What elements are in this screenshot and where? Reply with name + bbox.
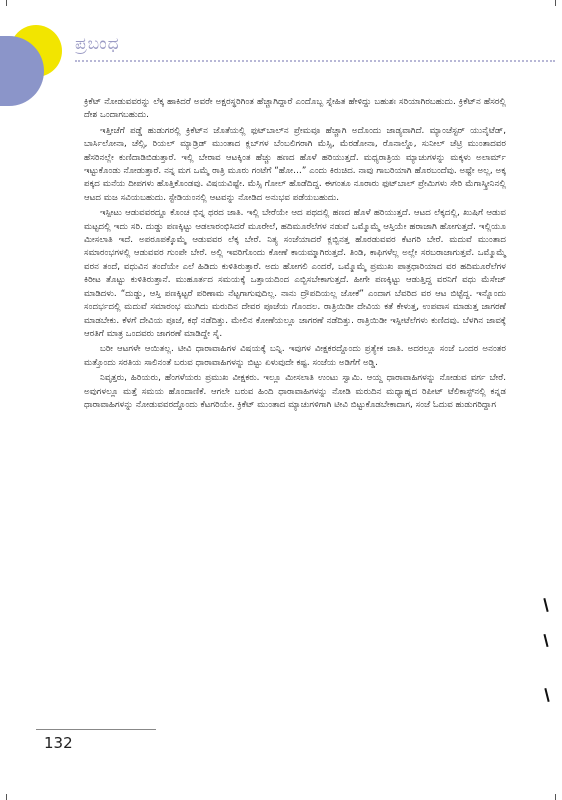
margin-mark: [543, 598, 548, 612]
title-dotted-rule: [75, 60, 555, 62]
margin-mark: [543, 634, 548, 647]
crop-mark: [555, 794, 556, 800]
section-title: ಪ್ರಬಂಧ: [75, 34, 120, 54]
crop-mark: [555, 0, 556, 6]
footer-rule: [36, 729, 156, 730]
paragraph: ನಿವೃತ್ತರು, ಹಿರಿಯರು, ಹೆಂಗಳೆಯರು ಪ್ರಮುಖ ವೀಕ್ಷಕರು. ಇಲ್ಲೂ ಮೀಸಲಾತಿ ಉಂಟು ಸ್ವಾಮಿ. ಆಯ್ದ ಧಾರಾವಾಹಿಗಳನ್ನು ನೋಡುವ ವರ್ಗ ಬೇರೆ. ಅವುಗಳಲ್ಲೂ ಮತ್ತೆ ಸಮಯ ಹೊಂದಾಣಿಕೆ. ಆಗಲೇ ಬರುವ ಹಿಂದಿ ಧಾರಾವಾಹಿಗಳನ್ನು ನೋಡಿ ಮರುದಿನ ಮಧ್ಯಾಹ್ನದ ರಿಪೀಟ್ ಟೆಲಿಕಾಸ್ಟ್‌ನಲ್ಲಿ ಕನ್ನಡ ಧಾರಾವಾಹಿಗಳನ್ನು ನೋಡುವವರದ್ದೊಂದು ಕೆಟಗರಿಯೇ. ಕ್ರಿಕೆಟ್ ಮುಂತಾದ ಮ್ಯಾಚುಗಳಿಗಾಗಿ ಟೀವಿ ಬಿಟ್ಟುಕೊಡಬೇಕಾದಾಗ, ಸಂಜೆ ಓದುವ ಹುಡುಗರಿದ್ದಾಗ: [84, 373, 506, 410]
paragraph: ಕ್ರಿಕೆಟ್ ನೋಡುವವರನ್ನು ಲೆಕ್ಕ ಹಾಕಿದರೆ ಅವರೇ ಅಕ್ಷರಸ್ಥರಿಗಿಂತ ಹೆಚ್ಚಾಗಿದ್ದಾರೆ ಎಂದೊಬ್ಬ ಸ್ನೇಹಿತ ಹೇಳಿದ್ದು ಬಹುಶಃ ಸರಿಯಾಗಿರಬಹುದು. ಕ್ರಿಕೆಟ್‌ನ ಹೆಸರಲ್ಲಿ ದೇಶ ಒಂದಾಗಬಹುದು.: [84, 97, 506, 121]
crop-mark: [6, 0, 7, 6]
margin-mark: [544, 688, 549, 702]
paragraph: ಇತ್ತೀಚೆಗೆ ಪಡ್ಡೆ ಹುಡುಗರಲ್ಲಿ ಕ್ರಿಕೆಟ್‌ನ ಜೊತೆಯಲ್ಲಿ ಫುಟ್‌ಬಾಲ್‌ನ ಪ್ರೇಮವೂ ಹೆಚ್ಚಾಗಿ ಅದೊಂದು ಜಾಡ್ಯವಾಗಿದೆ. ಮ್ಯಾಂಚೆಸ್ಟರ್ ಯುನೈಟೆಡ್, ಬಾರ್ಸಿಲೋನಾ, ಚೆಲ್ಸಿ, ರಿಯಲ್ ಮ್ಯಾಡ್ರಿಡ್ ಮುಂತಾದ ಕ್ಲಬ್‌ಗಳ ಬೆಂಬಲಿಗರಾಗಿ ಮೆಸ್ಸಿ, ಮೆರಡೋನಾ, ರೊನಾಲ್ಡೊ, ಸುನೀಲ್ ಚೆಟ್ರಿ ಮುಂತಾದವರ ಹೆಸರಿನಲ್ಲೇ ಕುಣಿದಾಡಿಬಿಡುತ್ತಾರೆ. ಇಲ್ಲಿ ಬೇರಾವ ಆಟಕ್ಕಿಂತ ಹೆಚ್ಚು ಹಣದ ಹೊಳೆ ಹರಿಯುತ್ತದೆ. ಮಧ್ಯರಾತ್ರಿಯ ಮ್ಯಾಚುಗಳನ್ನು ಮಕ್ಕಳು ಅಲಾರ್ಮ್ ಇಟ್ಟುಕೊಂಡು ನೋಡುತ್ತಾರೆ. ನನ್ನ ಮಗ ಒಮ್ಮೆ ರಾತ್ರಿ ಮೂರು ಗಂಟೆಗೆ “ಹೋ…” ಎಂದು ಕಿರುಚಿದ. ನಾವು ಗಾಬರಿಯಾಗಿ ಹೊರಬಂದೆವು. ಅಷ್ಟೇ ಅಲ್ಲ, ಅಕ್ಕ ಪಕ್ಕದ ಮನೆಯ ದೀಪಗಳು ಹೊತ್ತಿಕೊಂಡವು. ವಿಷಯವಿಷ್ಟೇ. ಮೆಸ್ಸಿ ಗೋಲ್ ಹೊಡೆದಿದ್ದ. ಈಗಂತೂ ನೂರಾರು ಫುಟ್‌ಬಾಲ್ ಪ್ರೇಮಿಗಳು ಸೇರಿ ಮೆಗಾಸ್ಕ್ರೀನಿನಲ್ಲಿ ಆಟದ ಮಜ ಸವಿಯಬಹುದು. ಸ್ಟೇಡಿಯಂನಲ್ಲಿ ಆಟವನ್ನು ನೋಡಿದ ಅನುಭವ ಪಡೆಯಬಹುದು.: [84, 125, 506, 203]
crop-mark: [6, 794, 7, 800]
page-number: 132: [44, 734, 73, 752]
article-body: [84, 96, 506, 414]
paragraph: ಬರೀ ಆಟಗಳೇ ಆಯಿತಲ್ಲ. ಟೀವಿ ಧಾರಾವಾಹಿಗಳ ವಿಷಯಕ್ಕೆ ಬನ್ನಿ. ಇವುಗಳ ವೀಕ್ಷಕರದ್ದೊಂದು ಪ್ರತ್ಯೇಕ ಜಾತಿ. ಅದರಲ್ಲೂ ಸಂಜೆ ಒಂದರ ಅನಂತರ ಮತ್ತೊಂದು ಸರತಿಯ ಸಾಲಿನಂತೆ ಬರುವ ಧಾರಾವಾಹಿಗಳನ್ನು ಬಿಟ್ಟು ಏಳುವುದೇ ಕಷ್ಟ. ಸಂಜೆಯ ಅಡಿಗೆಗೆ ಅಡ್ಡಿ.: [84, 344, 506, 368]
paragraph: ಇಸ್ಪೀಟು ಆಡುವವರದ್ದೂ ಕೊಂಚ ಭಿನ್ನ ಥರದ ಜಾತಿ. ಇಲ್ಲಿ ಬೇರೆಯೇ ಆದ ಪಥದಲ್ಲಿ ಹಣದ ಹೊಳೆ ಹರಿಯುತ್ತದೆ. ಆಟದ ಲೆಕ್ಕದಲ್ಲಿ, ಖುಷಿಗೆ ಆಡುವ ಮಟ್ಟದಲ್ಲಿ ಇದು ಸರಿ. ದುಡ್ಡು ಪಣಕ್ಕಿಟ್ಟು ಆಡಲಾರಂಭಿಸಿದರೆ ಮೂರೇಲೆ, ಹದಿಮೂರೆಲೆಗಳ ನಡುವೆ ಒಮ್ಮೊಮ್ಮೆ ಆಸ್ತಿಯೇ ಹರಾಜಾಗಿ ಹೋಗುತ್ತದೆ. ಇಲ್ಲಿಯೂ ಮೀಸಲಾತಿ ಇದೆ. ಅಪರೂಪಕ್ಕೊಮ್ಮೆ ಆಡುವವರ ಲೆಕ್ಕ ಬೇರೆ. ನಿತ್ಯ ಸಂಜೆಯಾದರೆ ಕ್ಲಬ್ಬಿನತ್ತ ಹೊರಡುವವರ ಕೆಟಗರಿ ಬೇರೆ. ಮದುವೆ ಮುಂತಾದ ಸಮಾರಂಭಗಳಲ್ಲಿ ಆಡುವವರ ಗುಂಪೇ ಬೇರೆ. ಅಲ್ಲಿ ಇವರಿಗೊಂದು ಕೋಣೆ ಕಾಯಮ್ಮಾಗಿರುತ್ತದೆ. ತಿಂಡಿ, ಕಾಫಿಗಳೆಲ್ಲ ಅಲ್ಲೇ ಸರಬರಾಜಾಗುತ್ತವೆ. ಒಮ್ಮೊಮ್ಮೆ ವರನ ತಂದೆ, ವಧುವಿನ ತಂದೆಯೇ ಎಲೆ ಹಿಡಿದು ಕುಳಿತಿರುತ್ತಾರೆ. ಅದು ಹೋಗಲಿ ಎಂದರೆ, ಒಮ್ಮೊಮ್ಮೆ ಪ್ರಮುಖ ಪಾತ್ರಧಾರಿಯಾದ ವರ ಹದಿಮೂರೆಲೆಗಳ ಕಿರೀಟ ತೊಟ್ಟು ಕುಳಿತಿರುತ್ತಾನೆ. ಮುಹೂರ್ತದ ಸಮಯಕ್ಕೆ ಒತ್ತಾಯದಿಂದ ಎಬ್ಬಿಸಬೇಕಾಗುತ್ತದೆ. ಹೀಗೇ ಪಣಕ್ಕಿಟ್ಟು ಆಡುತ್ತಿದ್ದ ವರನಿಗೆ ವಧು ಮೆಸೇಜ್ ಮಾಡಿದಳು. “ದುಡ್ಡು, ಆಸ್ತಿ ಪಣಕ್ಕಿಟ್ಟರೆ ಪರಿಣಾಮ ನೆಟ್ಟಗಾಗುವುದಿಲ್ಲ. ನಾನು ದ್ರೌಪದಿಯಲ್ಲ ಜೋಕೆ” ಎಂದಾಗ ಬೆವರಿದ ವರ ಆಟ ಬಿಟ್ಟೆದ್ದ. ಇನ್ನೊಂದು ಸಂದರ್ಭದಲ್ಲಿ ಮದುವೆ ಸಮಾರಂಭ ಮುಗಿದು ಮರುದಿನ ದೇವರ ಪೂಜೆಯ ಗೊಂದಲ. ರಾತ್ರಿಯಿಡೀ ದೇವಿಯ ಕತೆ ಕೇಳುತ್ತ, ಉಪವಾಸ ಮಾಡುತ್ತ ಜಾಗರಣೆ ಮಾಡಬೇಕು. ಕೆಳಗೆ ದೇವಿಯ ಪೂಜೆ, ಕಥೆ ನಡೆದಿತ್ತು. ಮೇಲಿನ ಕೋಣೆಯಲ್ಲೂ ಜಾಗರಣೆ ನಡೆದಿತ್ತು. ರಾತ್ರಿಯಿಡೀ ಇಸ್ಪೀಟೆಲೆಗಳು ಕುಣಿದವು. ಬೆಳಗಿನ ಜಾವಕ್ಕೆ ಆರತಿಗೆ ಮಾತ್ರ ಒಂದವರು ಜಾಗರಣೆ ಮಾಡಿದ್ದೇ ಸೈ.: [84, 208, 506, 339]
